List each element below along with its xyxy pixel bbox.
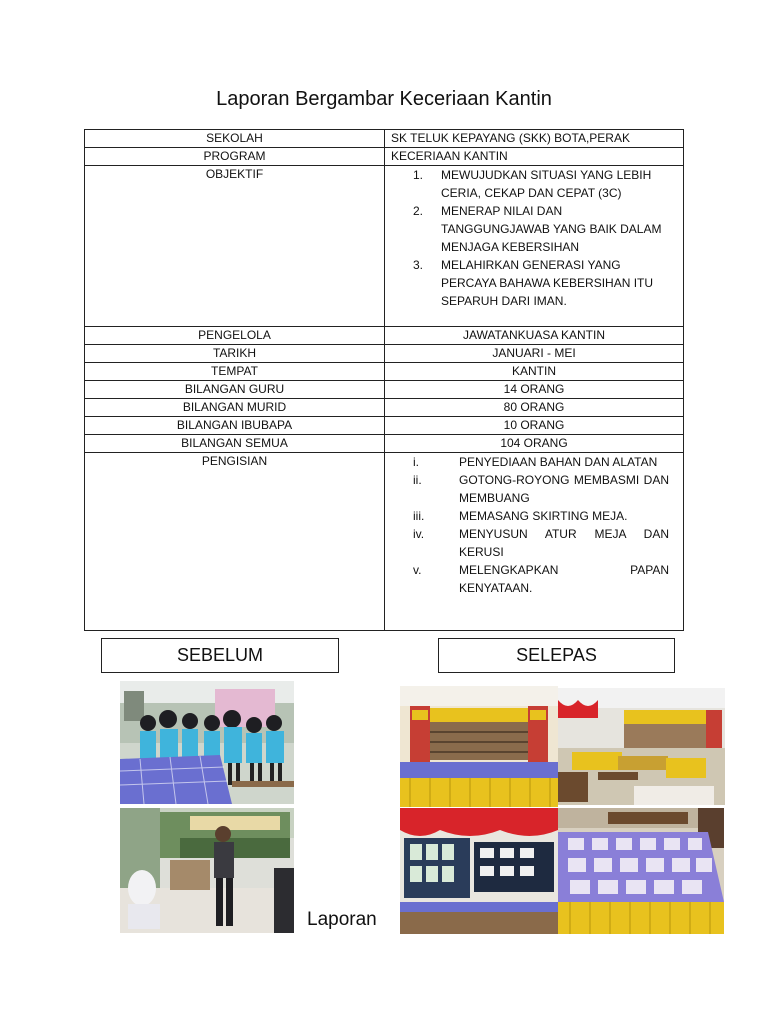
list-item: ii. GOTONG-ROYONG MEMBASMI DAN MEMBUANG <box>413 473 669 505</box>
objectives-cell <box>385 166 684 327</box>
table-row <box>85 166 684 327</box>
row-label: BILANGAN MURID <box>85 399 385 417</box>
activities-cell <box>385 453 684 631</box>
list-item: iii. MEMASANG SKIRTING MEJA. <box>413 509 628 523</box>
table-row <box>85 148 684 166</box>
row-label: OBJEKTIF <box>85 166 385 327</box>
table-row <box>85 399 684 417</box>
after-photo-notice-board <box>400 808 558 934</box>
page-title: Laporan Bergambar Keceriaan Kantin <box>216 88 552 110</box>
row-label: TARIKH <box>85 345 385 363</box>
row-value: 104 ORANG <box>385 435 684 453</box>
row-value: JAWATANKUASA KANTIN <box>385 327 684 345</box>
report-table <box>84 129 684 631</box>
row-label: PENGELOLA <box>85 327 385 345</box>
before-photo-speaker <box>120 808 294 933</box>
table-row <box>85 435 684 453</box>
table-row <box>85 363 684 381</box>
row-label: BILANGAN IBUBAPA <box>85 417 385 435</box>
row-value: 10 ORANG <box>385 417 684 435</box>
row-label: BILANGAN SEMUA <box>85 435 385 453</box>
table-row <box>85 381 684 399</box>
after-photo-canteen-front <box>400 686 558 807</box>
row-value: 14 ORANG <box>385 381 684 399</box>
before-label-box: SEBELUM <box>101 638 339 673</box>
table-row <box>85 345 684 363</box>
row-label: BILANGAN GURU <box>85 381 385 399</box>
list-item: iv. MENYUSUN ATUR MEJA DAN KERUSI <box>413 527 669 559</box>
row-label: PENGISIAN <box>85 453 385 631</box>
list-item: 3. MELAHIRKAN GENERASI YANG PERCAYA BAHAWA KEBERSIHAN ITU SEPARUH DARI IMAN. <box>413 258 654 308</box>
after-photo-table-skirting <box>558 808 724 934</box>
after-label-box: SELEPAS <box>438 638 675 673</box>
row-value: KECERIAAN KANTIN <box>385 148 684 166</box>
row-label: TEMPAT <box>85 363 385 381</box>
list-item: v. MELENGKAPKAN PAPAN KENYATAAN. <box>413 563 669 595</box>
activities-list <box>391 453 677 597</box>
list-item: 1. MEWUJUDKAN SITUASI YANG LEBIH CERIA, CEKAP DAN CEPAT (3C) <box>413 168 652 200</box>
list-item: 2. MENERAP NILAI DAN TANGGUNGJAWAB YANG BAIK DALAM MENJAGA KEBERSIHAN <box>413 204 662 254</box>
table-row <box>85 327 684 345</box>
after-photo-canteen-hall <box>558 688 725 805</box>
table-row <box>85 417 684 435</box>
table-row <box>85 453 684 631</box>
row-label: SEKOLAH <box>85 130 385 148</box>
table-row <box>85 130 684 148</box>
row-label: PROGRAM <box>85 148 385 166</box>
row-value: SK TELUK KEPAYANG (SKK) BOTA,PERAK <box>385 130 684 148</box>
before-photo-students <box>120 681 294 804</box>
caption-text: Laporan <box>307 909 377 930</box>
objectives-list <box>391 166 677 310</box>
list-item: i. PENYEDIAAN BAHAN DAN ALATAN <box>413 455 658 469</box>
row-value: 80 ORANG <box>385 399 684 417</box>
row-value: JANUARI - MEI <box>385 345 684 363</box>
row-value: KANTIN <box>385 363 684 381</box>
